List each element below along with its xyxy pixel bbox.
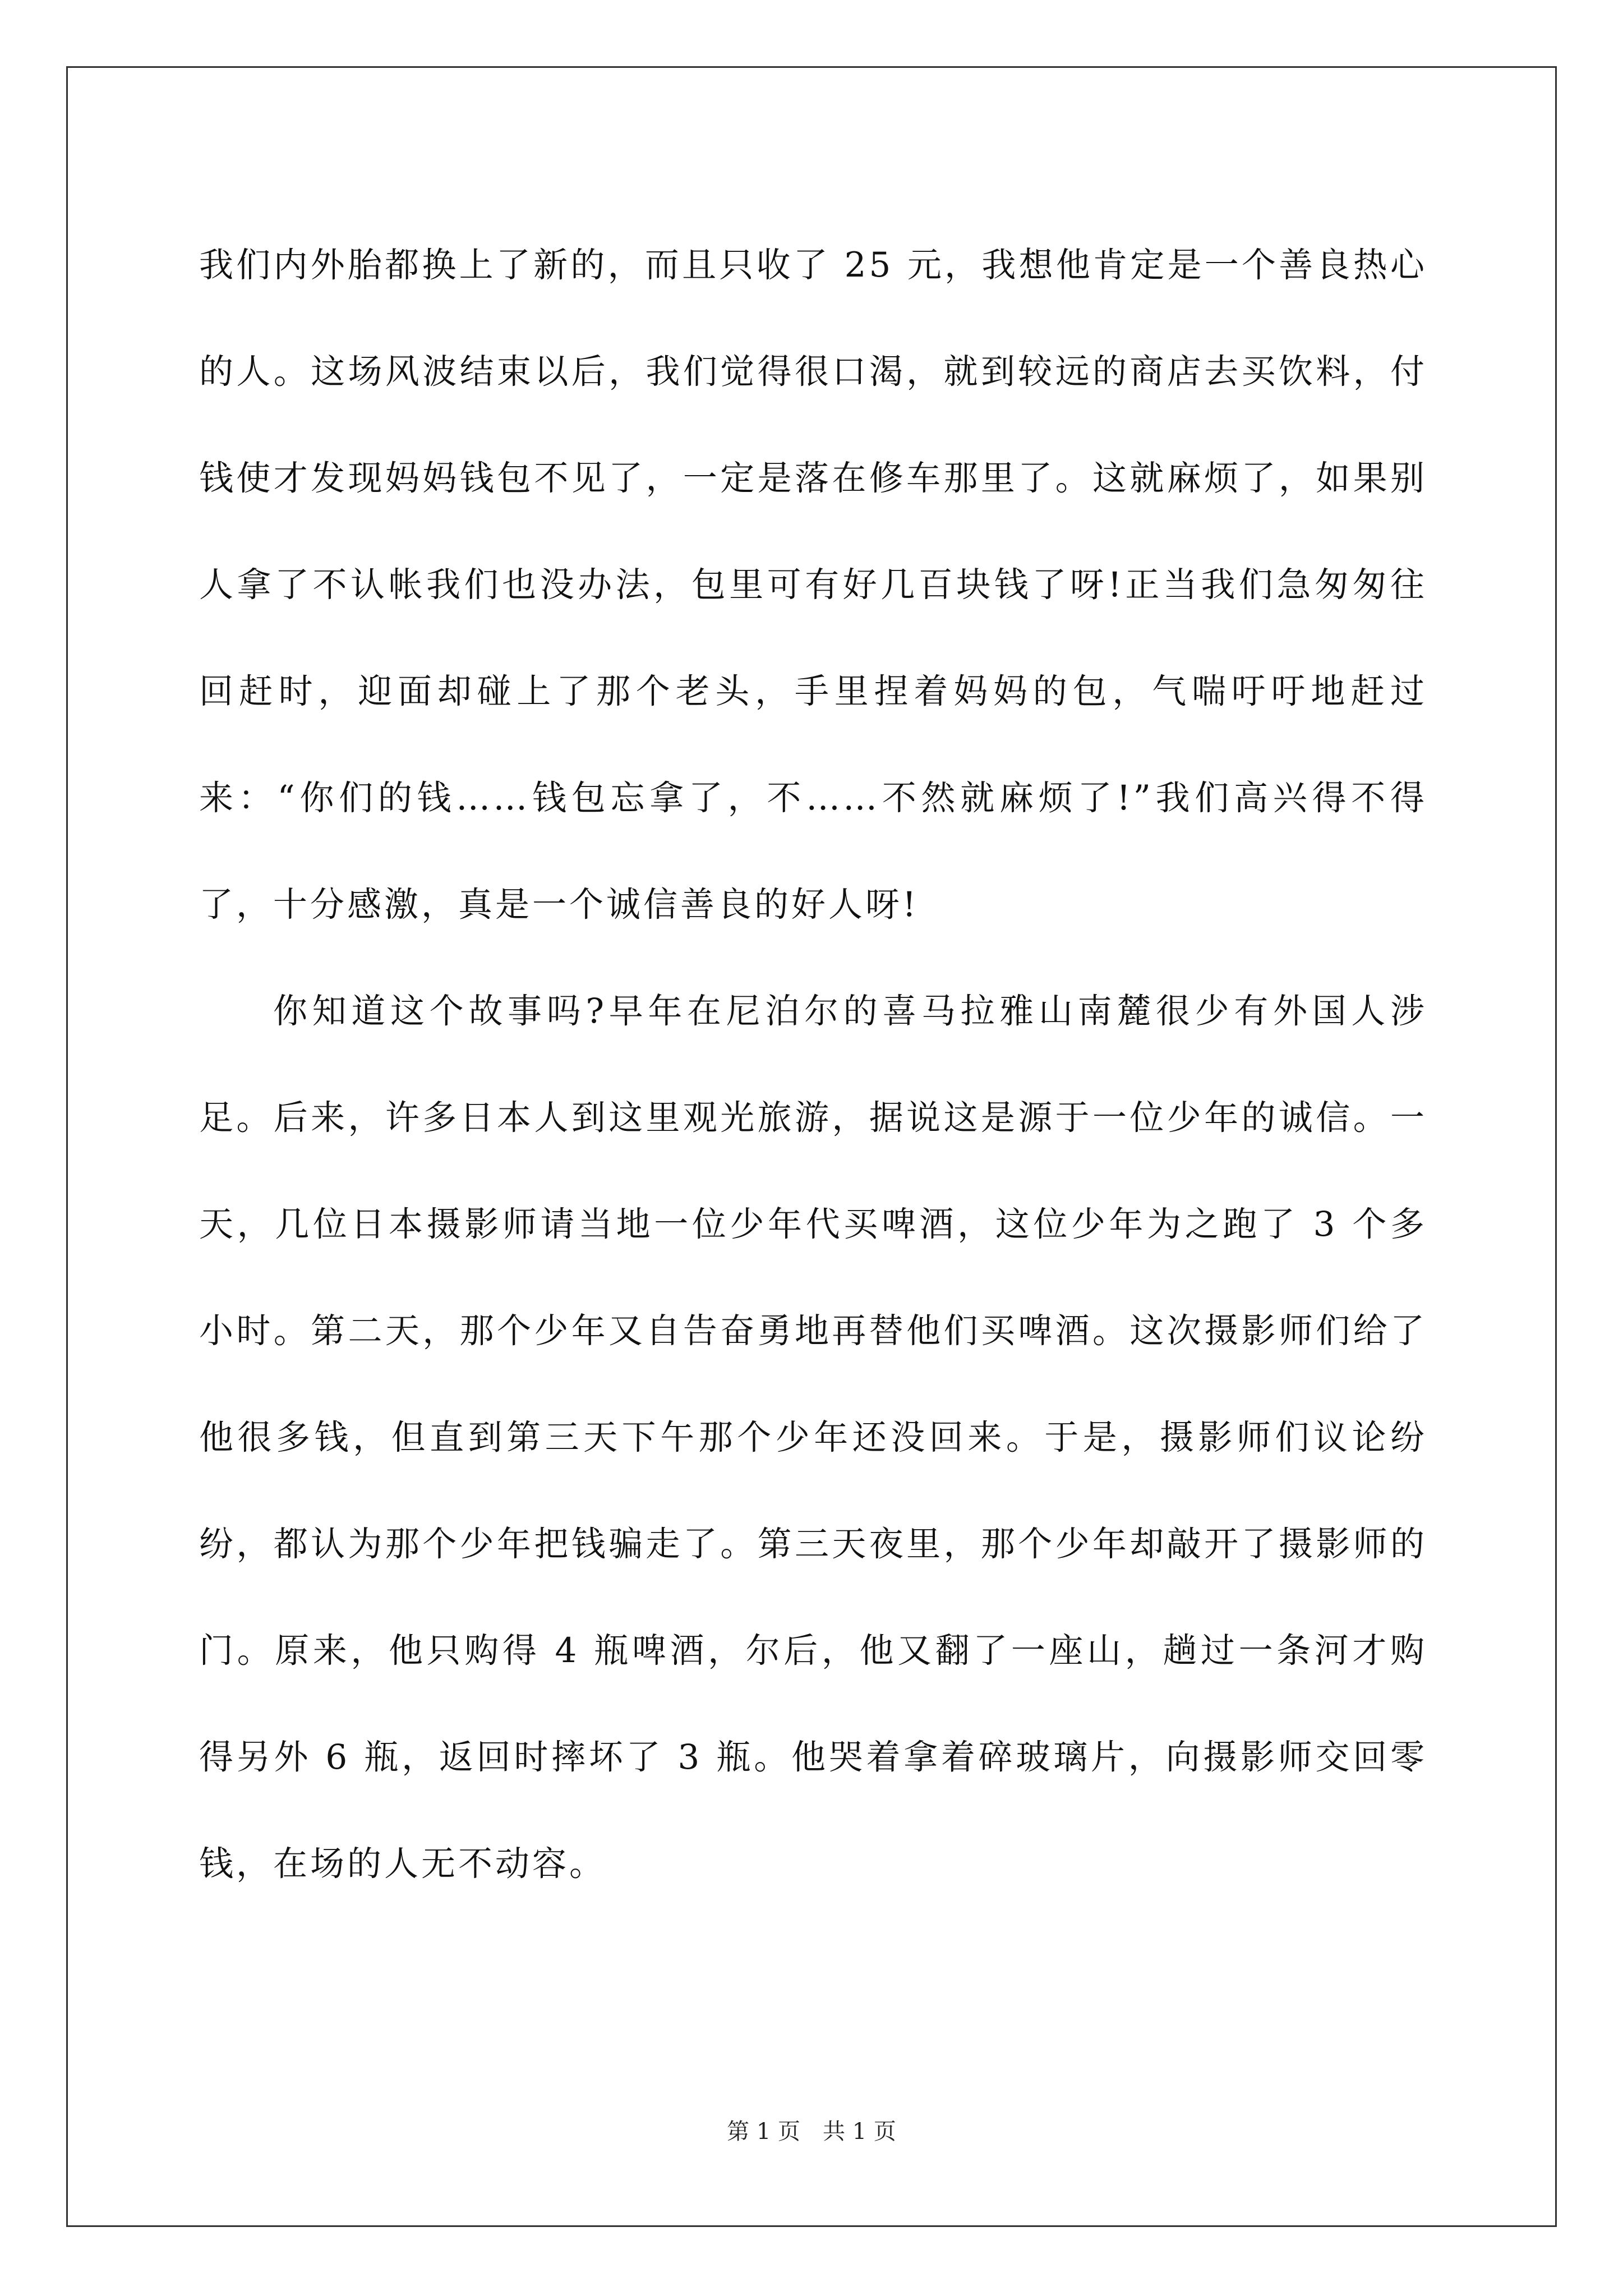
page-total: 共 1 页 bbox=[823, 2119, 896, 2145]
page-number: 第 1 页 bbox=[727, 2119, 800, 2145]
paragraph-story: 你知道这个故事吗?早年在尼泊尔的喜马拉雅山南麓很少有外国人涉足。后来，许多日本人到这里观光旅游，据说这是源于一位少年的诚信。一天，几位日本摄影师请当地一位少年代买啤酒，这位少年为之跑了 3 个多小时。第二天，那个少年又自告奋勇地再替他们买啤酒。这次摄影师们给了他很多钱，但直到第三天下午那个少年还没回来。于是，摄影师们议论纷纷，都认为那个少年把钱骗走了。第三天夜里，那个少年却敲开了摄影师的门。原来，他只购得 4 瓶啤酒，尔后，他又翻了一座山，趟过一条河才购得另外 6 瓶，返回时摔坏了 3 瓶。他哭着拿着碎玻璃片，向摄影师交回零钱，在场的人无不动容。 bbox=[199, 991, 1427, 1884]
document-body bbox=[199, 212, 1427, 1917]
paragraph-continued: 我们内外胎都换上了新的，而且只收了 25 元，我想他肯定是一个善良热心的人。这场风波结束以后，我们觉得很口渴，就到较远的商店去买饮料，付钱使才发现妈妈钱包不见了，一定是落在修车那里了。这就麻烦了，如果别人拿了不认帐我们也没办法，包里可有好几百块钱了呀!正当我们急匆匆往回赶时，迎面却碰上了那个老头，手里捏着妈妈的包，气喘吁吁地赶过来：“你们的钱……钱包忘拿了，不……不然就麻烦了!”我们高兴得不得了，十分感激，真是一个诚信善良的好人呀! bbox=[199, 245, 1427, 924]
page-footer bbox=[0, 2118, 1623, 2145]
